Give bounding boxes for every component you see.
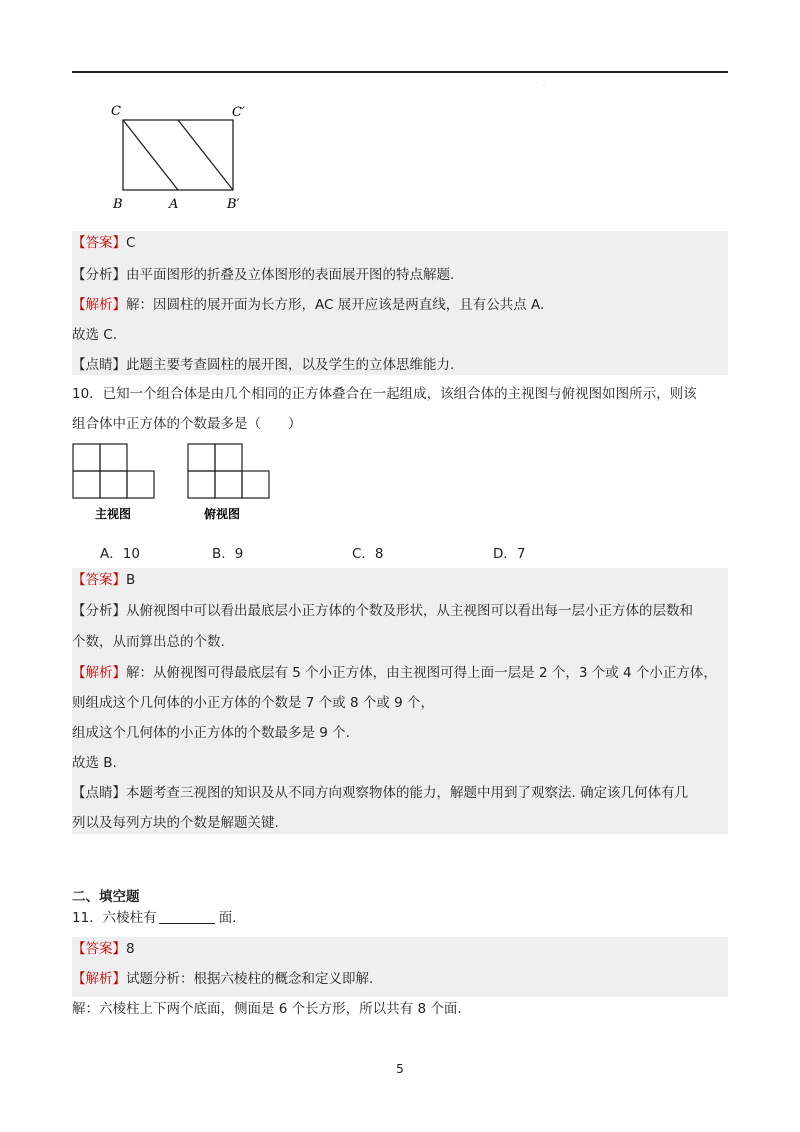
q10-stem-line1: 10．已知一个组合体是由几个相同的正方体叠合在一起组成，该组合体的主视图与俯视图如图所示，则该 <box>72 386 697 402</box>
q10-option-b[interactable]: B．9 <box>212 546 244 562</box>
q10-stem-line2: 组合体中正方体的个数最多是（ ） <box>72 416 302 432</box>
answer-tag: 【答案】 <box>72 572 126 588</box>
q10-analysis-line1 <box>72 602 693 620</box>
label-c-prime: C′ <box>232 105 245 120</box>
label-c: C <box>111 104 121 119</box>
q10-option-d[interactable]: D．7 <box>493 546 526 562</box>
cylinder-unfold-figure <box>108 100 258 218</box>
q10-comment-1: 本题考查三视图的知识及从不同方向观察物体的能力，解题中用到了观察法. 确定该几何体有几 <box>126 785 689 801</box>
label-b: B <box>113 197 123 212</box>
q9-answer: C <box>126 235 136 251</box>
q9-solution-line <box>72 296 544 314</box>
q9-conclusion: 故选 C. <box>72 327 118 343</box>
q11-stem-before: 11．六棱柱有 <box>72 910 157 926</box>
q10-solution-line1 <box>72 664 717 682</box>
q10-analysis-line2: 个数，从而算出总的个数. <box>72 634 225 650</box>
solution-tag: 【解析】 <box>72 665 126 681</box>
segment-mid-b-prime <box>178 120 233 190</box>
q11-stem <box>72 909 236 927</box>
solution-tag: 【解析】 <box>72 971 126 987</box>
page-number: 5 <box>396 1062 404 1076</box>
header-rule <box>72 71 728 73</box>
analysis-tag: 【分析】 <box>72 267 126 283</box>
analysis-tag: 【分析】 <box>72 603 126 619</box>
segment-c-a <box>123 120 178 190</box>
q11-answer-line <box>72 940 135 958</box>
top-view-label: 俯视图 <box>204 507 241 521</box>
label-a: A <box>169 197 179 212</box>
q11-solution: 试题分析：根据六棱柱的概念和定义即解. <box>126 971 374 987</box>
q10-option-c[interactable]: C．8 <box>352 546 384 562</box>
q10-answer-line <box>72 571 135 589</box>
q11-answer: 8 <box>126 941 135 957</box>
front-view-label: 主视图 <box>95 507 132 521</box>
q10-solution-line3: 组成这个几何体的小正方体的个数最多是 9 个. <box>72 725 350 741</box>
q10-option-a[interactable]: A．10 <box>100 546 140 562</box>
q10-answer: B <box>126 572 136 588</box>
q9-solution: 解：因圆柱的展开面为长方形，AC 展开应该是两直线，且有公共点 A. <box>126 297 545 313</box>
q10-conclusion: 故选 B. <box>72 755 117 771</box>
q10-comment-line1 <box>72 784 688 802</box>
section-title: 二、填空题 <box>72 889 140 905</box>
q11-stem-after: 面. <box>218 910 237 926</box>
answer-tag: 【答案】 <box>72 235 126 251</box>
q9-comment-line <box>72 356 454 374</box>
label-b-prime: B′ <box>227 197 240 212</box>
unfold-rectangle <box>123 120 233 190</box>
comment-tag: 【点睛】 <box>72 357 126 373</box>
header-mark: · <box>543 83 545 90</box>
q11-blank[interactable] <box>159 909 215 924</box>
three-view-figure <box>70 440 280 526</box>
q10-solution-line2: 则组成这个几何体的小正方体的个数是 7 个或 8 个或 9 个， <box>72 695 435 711</box>
q11-detail: 解：六棱柱上下两个底面，侧面是 6 个长方形，所以共有 8 个面. <box>72 1001 462 1017</box>
q9-analysis-line <box>72 266 454 284</box>
q10-analysis-1: 从俯视图中可以看出最底层小正方体的个数及形状，从主视图可以看出每一层小正方体的层数和 <box>126 603 693 619</box>
q9-analysis: 由平面图形的折叠及立体图形的表面展开图的特点解题. <box>126 267 455 283</box>
front-view-grid <box>73 444 154 498</box>
q10-comment-line2: 列以及每列方块的个数是解题关键. <box>72 815 279 831</box>
q11-solution-line <box>72 970 373 988</box>
comment-tag: 【点睛】 <box>72 785 126 801</box>
top-view-grid <box>188 444 269 498</box>
q9-comment: 此题主要考查圆柱的展开图，以及学生的立体思维能力. <box>126 357 455 373</box>
q10-solution-1: 解：从俯视图可得最底层有 5 个小正方体，由主视图可得上面一层是 2 个，3 个或 4 个小正方体， <box>126 665 717 681</box>
q9-answer-line <box>72 234 135 252</box>
q11-solution-block <box>72 937 728 997</box>
answer-tag: 【答案】 <box>72 941 126 957</box>
solution-tag: 【解析】 <box>72 297 126 313</box>
